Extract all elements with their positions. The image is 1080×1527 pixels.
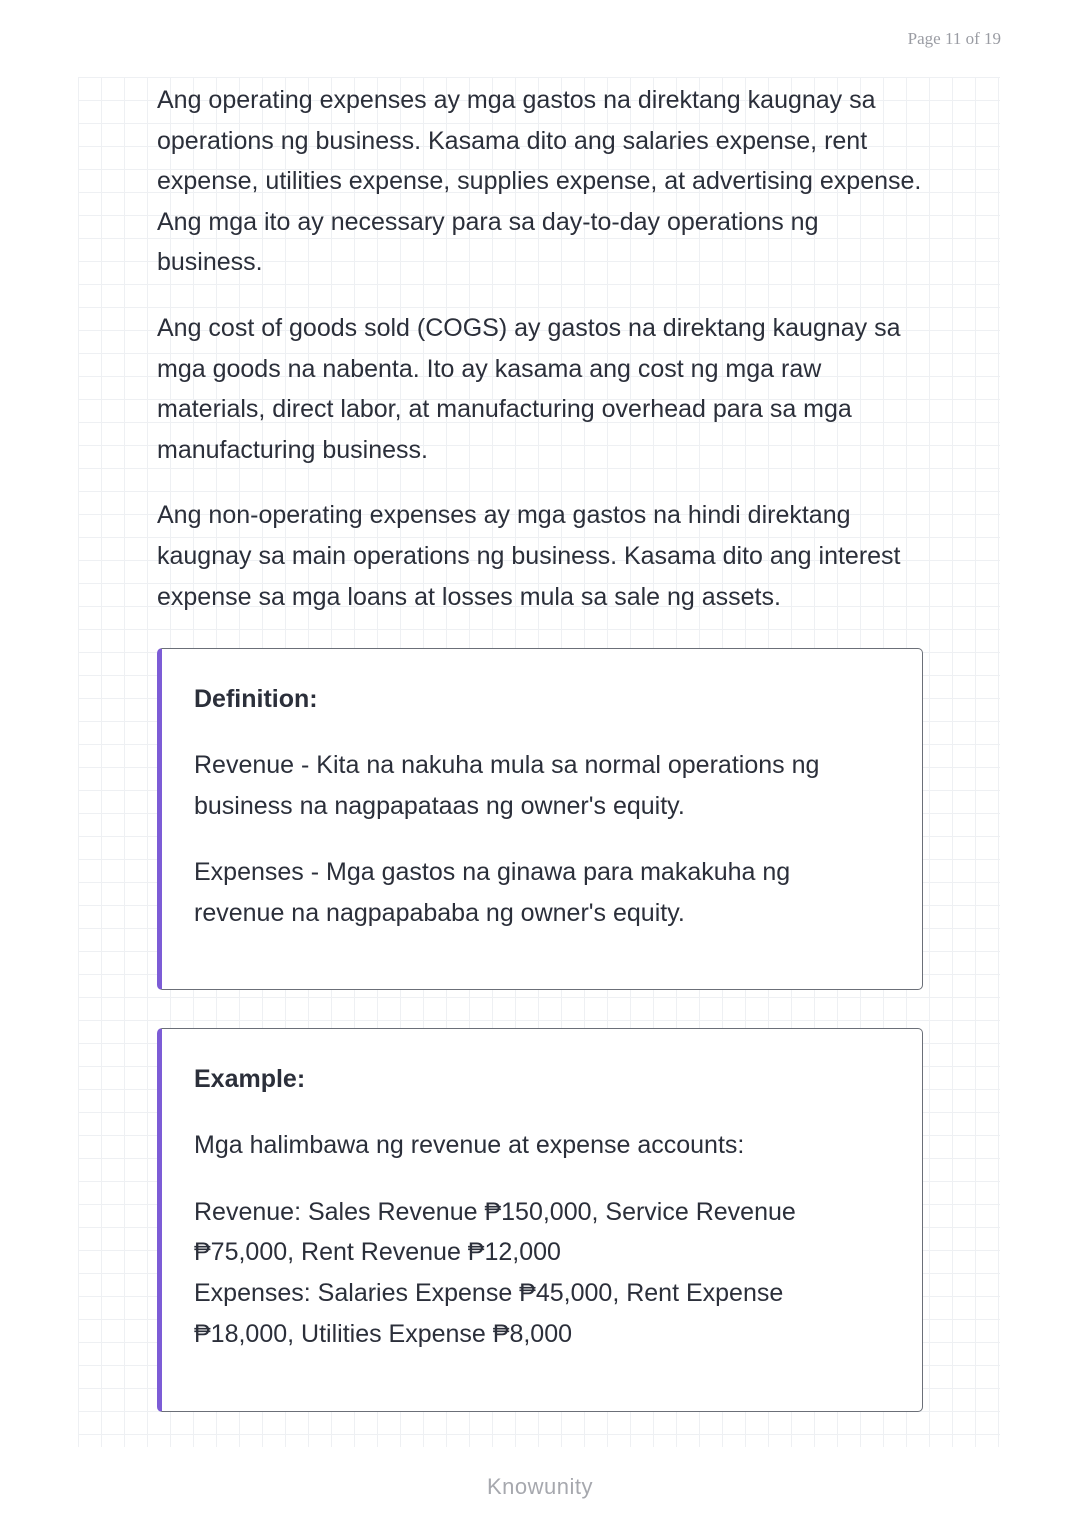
definition-box <box>157 648 923 990</box>
example-box <box>157 1028 923 1412</box>
footer-brand: Knowunity <box>486 1474 593 1499</box>
definition-revenue: Revenue - Kita na nakuha mula sa normal operations ng business na nagpapataas ng owner's equity. <box>194 751 820 820</box>
page-number: Page 11 of 19 <box>907 29 1001 48</box>
document-content <box>157 80 927 1412</box>
definition-title: Definition: <box>194 685 318 714</box>
example-revenue-line: Revenue: Sales Revenue ₱150,000, Service Revenue ₱75,000, Rent Revenue ₱12,000 <box>194 1197 796 1267</box>
paragraph-operating-expenses: Ang operating expenses ay mga gastos na direktang kaugnay sa operations ng business. Kasama dito ang salaries expense, rent expense, utilities expense, supplies expense, at advertising expense. Ang mga ito ay necessary para sa day-to-day operations ng business. <box>157 86 922 277</box>
paragraph-cogs: Ang cost of goods sold (COGS) ay gastos na direktang kaugnay sa mga goods na nabenta. Ito ay kasama ang cost ng mga raw materials, direct labor, at manufacturing overhead para sa mga manufacturing business. <box>157 313 901 464</box>
example-title: Example: <box>194 1065 306 1094</box>
example-expenses-line: Expenses: Salaries Expense ₱45,000, Rent Expense ₱18,000, Utilities Expense ₱8,000 <box>194 1278 784 1348</box>
definition-expenses: Expenses - Mga gastos na ginawa para makakuha ng revenue na nagpapababa ng owner's equity. <box>194 858 791 927</box>
paragraph-non-operating-expenses: Ang non-operating expenses ay mga gastos na hindi direktang kaugnay sa main operations ng business. Kasama dito ang interest expense sa mga loans at losses mula sa sale ng assets. <box>157 501 901 611</box>
example-intro: Mga halimbawa ng revenue at expense accounts: <box>194 1131 745 1160</box>
